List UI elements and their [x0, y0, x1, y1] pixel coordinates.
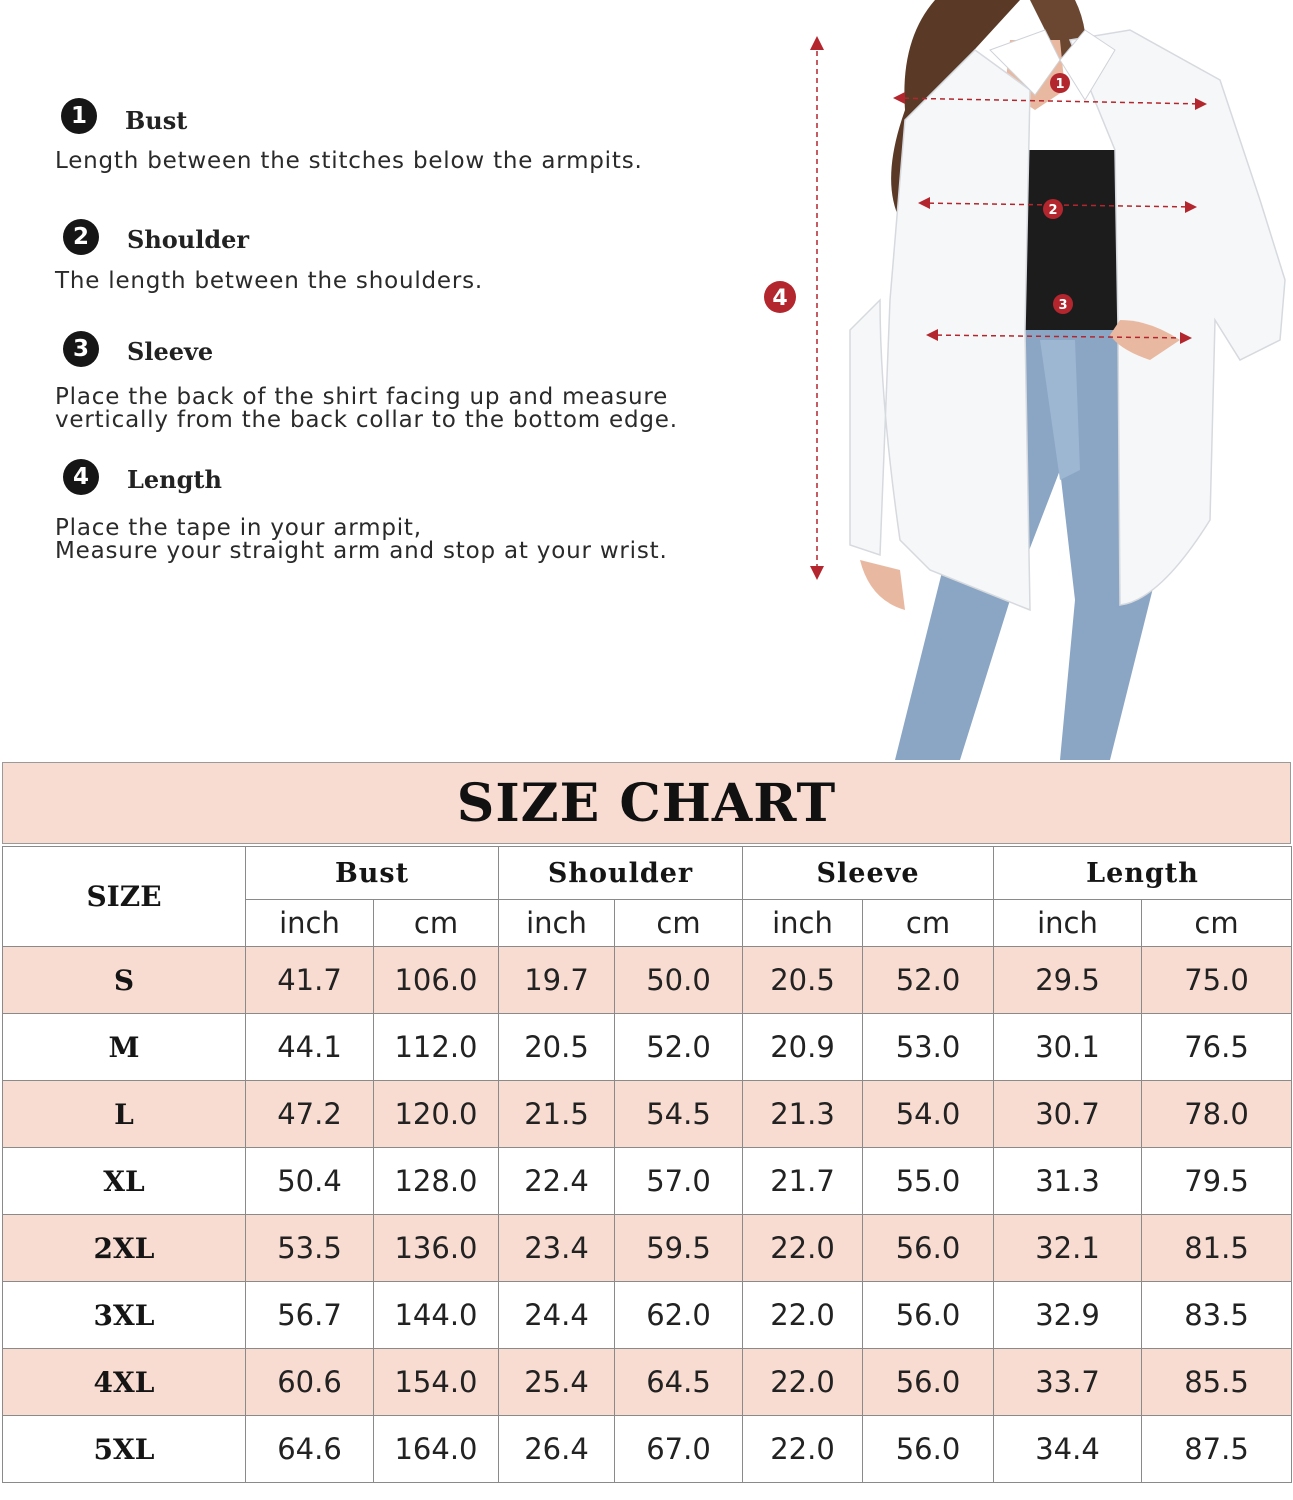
measurement-cell: 21.7	[743, 1148, 863, 1215]
measurement-cell: 59.5	[615, 1215, 743, 1282]
measurement-cell: 64.6	[246, 1416, 374, 1483]
guide-desc-line-1: Place the tape in your armpit,	[55, 515, 422, 541]
guide-title: Sleeve	[127, 337, 214, 366]
unit-header: inch	[994, 900, 1142, 947]
measurement-cell: 19.7	[499, 947, 615, 1014]
measurement-cell: 32.9	[994, 1282, 1142, 1349]
marker-label: 3	[1058, 298, 1068, 313]
measurement-cell: 144.0	[374, 1282, 499, 1349]
measurement-cell: 53.0	[863, 1014, 994, 1081]
measurement-cell: 136.0	[374, 1215, 499, 1282]
measurement-cell: 62.0	[615, 1282, 743, 1349]
marker-label: 1	[1055, 77, 1065, 92]
size-table-body	[3, 947, 1292, 1483]
size-column-header: SIZE	[3, 847, 246, 947]
measurement-cell: 20.9	[743, 1014, 863, 1081]
measurement-cell: 34.4	[994, 1416, 1142, 1483]
guide-title: Length	[127, 465, 222, 494]
guide-desc-line-2: vertically from the back collar to the bottom edge.	[55, 407, 678, 433]
measurement-cell: 41.7	[246, 947, 374, 1014]
measurement-cell: 56.0	[863, 1349, 994, 1416]
table-row	[3, 1282, 1292, 1349]
length-header: Length	[994, 847, 1292, 900]
measurement-cell: 85.5	[1142, 1349, 1292, 1416]
measurement-cell: 75.0	[1142, 947, 1292, 1014]
measurement-cell: 53.5	[246, 1215, 374, 1282]
size-label: 2XL	[3, 1215, 246, 1282]
size-label: 4XL	[3, 1349, 246, 1416]
size-chart	[2, 762, 1291, 1499]
marker-label: 2	[1048, 203, 1058, 218]
table-row	[3, 1215, 1292, 1282]
number-badge: 3	[63, 331, 99, 367]
measurement-cell: 52.0	[863, 947, 994, 1014]
measurement-cell: 56.0	[863, 1416, 994, 1483]
measurement-cell: 24.4	[499, 1282, 615, 1349]
table-row	[3, 1148, 1292, 1215]
number-badge: 2	[63, 219, 99, 255]
measurement-cell: 33.7	[994, 1349, 1142, 1416]
measurement-guide	[0, 0, 760, 760]
measurement-cell: 78.0	[1142, 1081, 1292, 1148]
measurement-cell: 31.3	[994, 1148, 1142, 1215]
measurement-cell: 20.5	[743, 947, 863, 1014]
measurement-cell: 112.0	[374, 1014, 499, 1081]
size-chart-title: SIZE CHART	[2, 762, 1291, 844]
measurement-cell: 22.0	[743, 1416, 863, 1483]
unit-header: cm	[1142, 900, 1292, 947]
guide-title: Shoulder	[127, 225, 250, 254]
unit-header: cm	[374, 900, 499, 947]
size-table	[2, 846, 1292, 1483]
shirt-left-shape	[850, 50, 1030, 610]
measurement-cell: 64.5	[615, 1349, 743, 1416]
measurement-cell: 30.1	[994, 1014, 1142, 1081]
measurement-cell: 50.4	[246, 1148, 374, 1215]
measurement-cell: 128.0	[374, 1148, 499, 1215]
table-row	[3, 1416, 1292, 1483]
measurement-cell: 79.5	[1142, 1148, 1292, 1215]
unit-header: inch	[246, 900, 374, 947]
measurement-cell: 81.5	[1142, 1215, 1292, 1282]
size-label: L	[3, 1081, 246, 1148]
guide-title: Bust	[125, 106, 188, 135]
guide-desc-line-2: Measure your straight arm and stop at your wrist.	[55, 538, 668, 564]
table-row	[3, 1081, 1292, 1148]
measurement-cell: 22.0	[743, 1282, 863, 1349]
measurement-cell: 56.7	[246, 1282, 374, 1349]
measurement-cell: 22.0	[743, 1349, 863, 1416]
guide-desc: Length between the stitches below the armpits.	[55, 148, 643, 174]
sleeve-header: Sleeve	[743, 847, 994, 900]
measurement-cell: 87.5	[1142, 1416, 1292, 1483]
unit-header: inch	[743, 900, 863, 947]
measurement-cell: 60.6	[246, 1349, 374, 1416]
measurement-cell: 164.0	[374, 1416, 499, 1483]
measurement-cell: 50.0	[615, 947, 743, 1014]
measurement-cell: 57.0	[615, 1148, 743, 1215]
measurement-cell: 23.4	[499, 1215, 615, 1282]
number-badge: 1	[61, 98, 97, 134]
measurement-cell: 54.0	[863, 1081, 994, 1148]
measurement-cell: 30.7	[994, 1081, 1142, 1148]
measurement-cell: 56.0	[863, 1282, 994, 1349]
measurement-cell: 32.1	[994, 1215, 1142, 1282]
measurement-cell: 22.0	[743, 1215, 863, 1282]
size-label: XL	[3, 1148, 246, 1215]
measurement-cell: 29.5	[994, 947, 1142, 1014]
bust-header: Bust	[246, 847, 499, 900]
guide-desc-line-1: Place the back of the shirt facing up and measure	[55, 384, 669, 410]
shoulder-header: Shoulder	[499, 847, 743, 900]
table-row	[3, 947, 1292, 1014]
length-measure-line	[764, 36, 824, 580]
measurement-cell: 154.0	[374, 1349, 499, 1416]
model-photo	[760, 0, 1293, 760]
unit-header: cm	[863, 900, 994, 947]
table-row	[3, 1014, 1292, 1081]
size-label: M	[3, 1014, 246, 1081]
measurement-cell: 83.5	[1142, 1282, 1292, 1349]
marker-label: 4	[772, 286, 788, 311]
table-row	[3, 1349, 1292, 1416]
measurement-cell: 22.4	[499, 1148, 615, 1215]
measurement-cell: 106.0	[374, 947, 499, 1014]
size-label: S	[3, 947, 246, 1014]
measurement-cell: 67.0	[615, 1416, 743, 1483]
measurement-cell: 21.5	[499, 1081, 615, 1148]
measurement-cell: 47.2	[246, 1081, 374, 1148]
measurement-cell: 76.5	[1142, 1014, 1292, 1081]
measurement-cell: 52.0	[615, 1014, 743, 1081]
measurement-cell: 44.1	[246, 1014, 374, 1081]
measurement-cell: 55.0	[863, 1148, 994, 1215]
measurement-cell: 56.0	[863, 1215, 994, 1282]
size-label: 3XL	[3, 1282, 246, 1349]
unit-header: cm	[615, 900, 743, 947]
number-badge: 4	[63, 459, 99, 495]
measurement-cell: 26.4	[499, 1416, 615, 1483]
measurement-cell: 21.3	[743, 1081, 863, 1148]
measurement-cell: 25.4	[499, 1349, 615, 1416]
measurement-cell: 20.5	[499, 1014, 615, 1081]
measurement-cell: 120.0	[374, 1081, 499, 1148]
size-label: 5XL	[3, 1416, 246, 1483]
guide-desc: The length between the shoulders.	[55, 268, 484, 294]
measurement-cell: 54.5	[615, 1081, 743, 1148]
unit-header: inch	[499, 900, 615, 947]
